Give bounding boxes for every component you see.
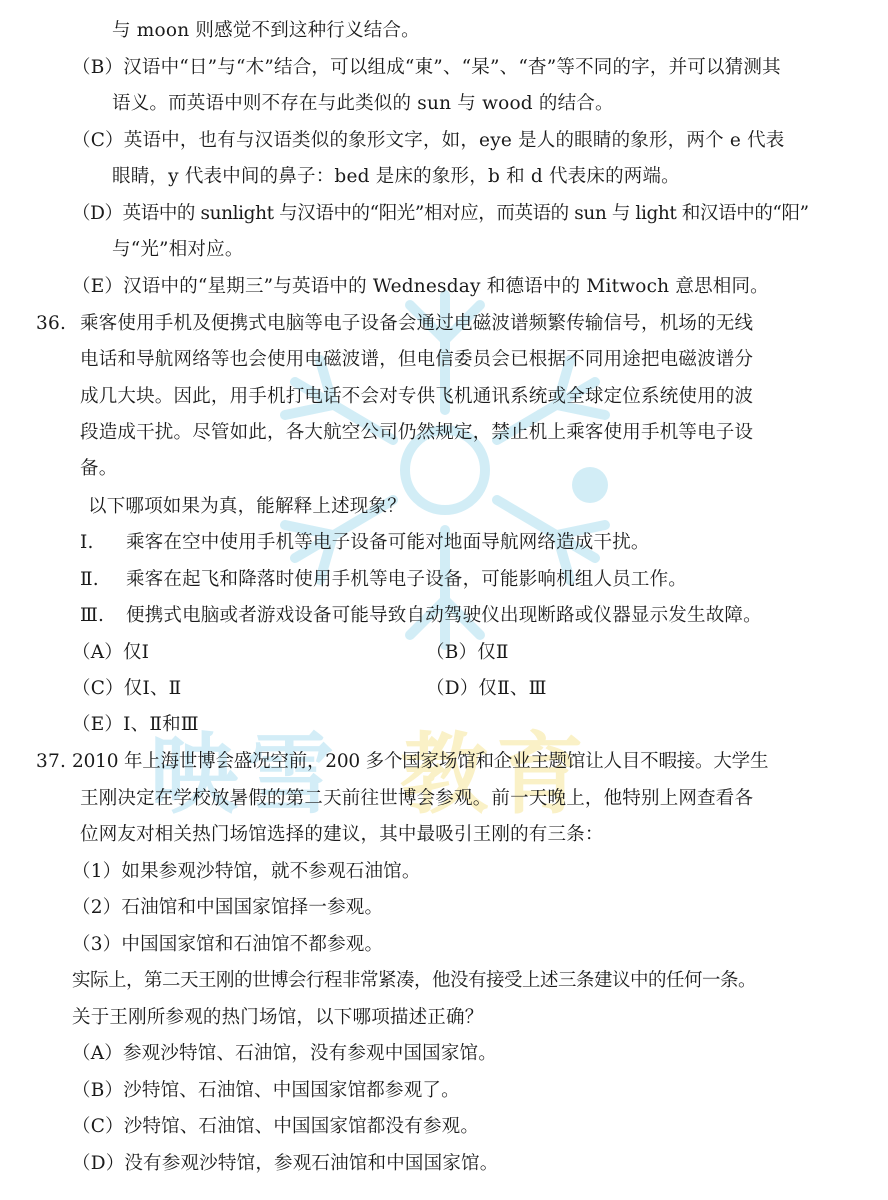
q35-option-b-cont: 语义。而英语中则不存在与此类似的 sun 与 wood 的结合。 [112, 93, 614, 114]
q36-item-label: Ⅱ. [80, 569, 99, 590]
q36-question: 以下哪项如果为真，能解释上述现象？ [88, 496, 406, 517]
q35-option-e: （E）汉语中的“星期三”与英语中的 Wednesday 和德语中的 Mitwoch 意思相同。 [72, 276, 769, 297]
q36-number: 36. [36, 313, 67, 334]
q36-stem-line: 成几大块。因此，用手机打电话不会对专供飞机通讯系统或全球定位系统使用的波 [80, 386, 754, 407]
q36-item-label: Ⅲ. [80, 605, 105, 626]
q36-stem-line: 备。 [80, 458, 118, 479]
watermark-text: 映雪 [150, 723, 343, 826]
q35-option-d-cont: 与“光”相对应。 [112, 239, 244, 260]
q35-option-c-cont: 眼睛，y 代表中间的鼻子：bed 是床的象形，b 和 d 代表床的两端。 [112, 166, 680, 187]
q35-option-a-cont: 与 moon 则感觉不到这种行义结合。 [112, 20, 420, 41]
q36-stem-line: 乘客使用手机及便携式电脑等电子设备会通过电磁波谱频繁传输信号，机场的无线 [80, 313, 754, 334]
q35-option-c: （C）英语中，也有与汉语类似的象形文字，如，eye 是人的眼睛的象形，两个 e 代表 [72, 130, 785, 151]
q37-condition: （3）中国国家馆和石油馆不都参观。 [72, 934, 384, 955]
q37-condition: （2）石油馆和中国国家馆择一参观。 [72, 897, 384, 918]
q36-option-b: （B）仅Ⅱ [426, 642, 509, 663]
q37-stem-line: 王刚决定在学校放暑假的第二天前往世博会参观。前一天晚上，他特别上网查看各 [80, 788, 754, 809]
q37-option-d: （D）没有参观沙特馆，参观石油馆和中国国家馆。 [72, 1153, 499, 1174]
q37-option-a: （A）参观沙特馆、石油馆，没有参观中国国家馆。 [72, 1043, 497, 1064]
watermark-text-2: 教育 [400, 723, 593, 826]
q36-item: 乘客在起飞和降落时使用手机等电子设备，可能影响机组人员工作。 [126, 569, 688, 590]
q37-option-c: （C）沙特馆、石油馆、中国国家馆都没有参观。 [72, 1116, 480, 1137]
q35-option-b: （B）汉语中“日”与“木”结合，可以组成“東”、“杲”、“杳”等不同的字，并可以猜测其 [72, 57, 781, 78]
q37-stem-line: 2010 年上海世博会盛况空前，200 多个国家场馆和企业主题馆让人目不暇接。大学生 [72, 751, 769, 772]
q37-condition: （1）如果参观沙特馆，就不参观石油馆。 [72, 861, 421, 882]
q36-item-label: Ⅰ. [80, 532, 94, 553]
q36-option-d: （D）仅Ⅱ、Ⅲ [426, 678, 547, 699]
q37-followup: 实际上，第二天王刚的世博会行程非常紧凑，他没有接受上述三条建议中的任何一条。 [72, 970, 757, 991]
q37-followup: 关于王刚所参观的热门场馆，以下哪项描述正确？ [72, 1007, 484, 1028]
q36-stem-line: 电话和导航网络等也会使用电磁波谱，但电信委员会已根据不同用途把电磁波谱分 [80, 349, 754, 370]
q36-item: 便携式电脑或者游戏设备可能导致自动驾驶仪出现断路或仪器显示发生故障。 [126, 605, 762, 626]
q36-option-a: （A）仅Ⅰ [72, 642, 150, 663]
q37-option-b: （B）沙特馆、石油馆、中国国家馆都参观了。 [72, 1080, 460, 1101]
q36-item: 乘客在空中使用手机等电子设备可能对地面导航网络造成干扰。 [126, 532, 650, 553]
q36-option-e: （E）Ⅰ、Ⅱ和Ⅲ [72, 714, 199, 735]
q35-option-d: （D）英语中的 sunlight 与汉语中的“阳光”相对应，而英语的 sun 与 light 和汉语中的“阳” [72, 203, 809, 224]
q36-stem-line: 段造成干扰。尽管如此，各大航空公司仍然规定，禁止机上乘客使用手机等电子设 [80, 422, 754, 443]
q37-stem-line: 位网友对相关热门场馆选择的建议，其中最吸引王刚的有三条： [80, 824, 604, 845]
q37-number: 37. [36, 751, 67, 772]
q36-option-c: （C）仅Ⅰ、Ⅱ [72, 678, 182, 699]
